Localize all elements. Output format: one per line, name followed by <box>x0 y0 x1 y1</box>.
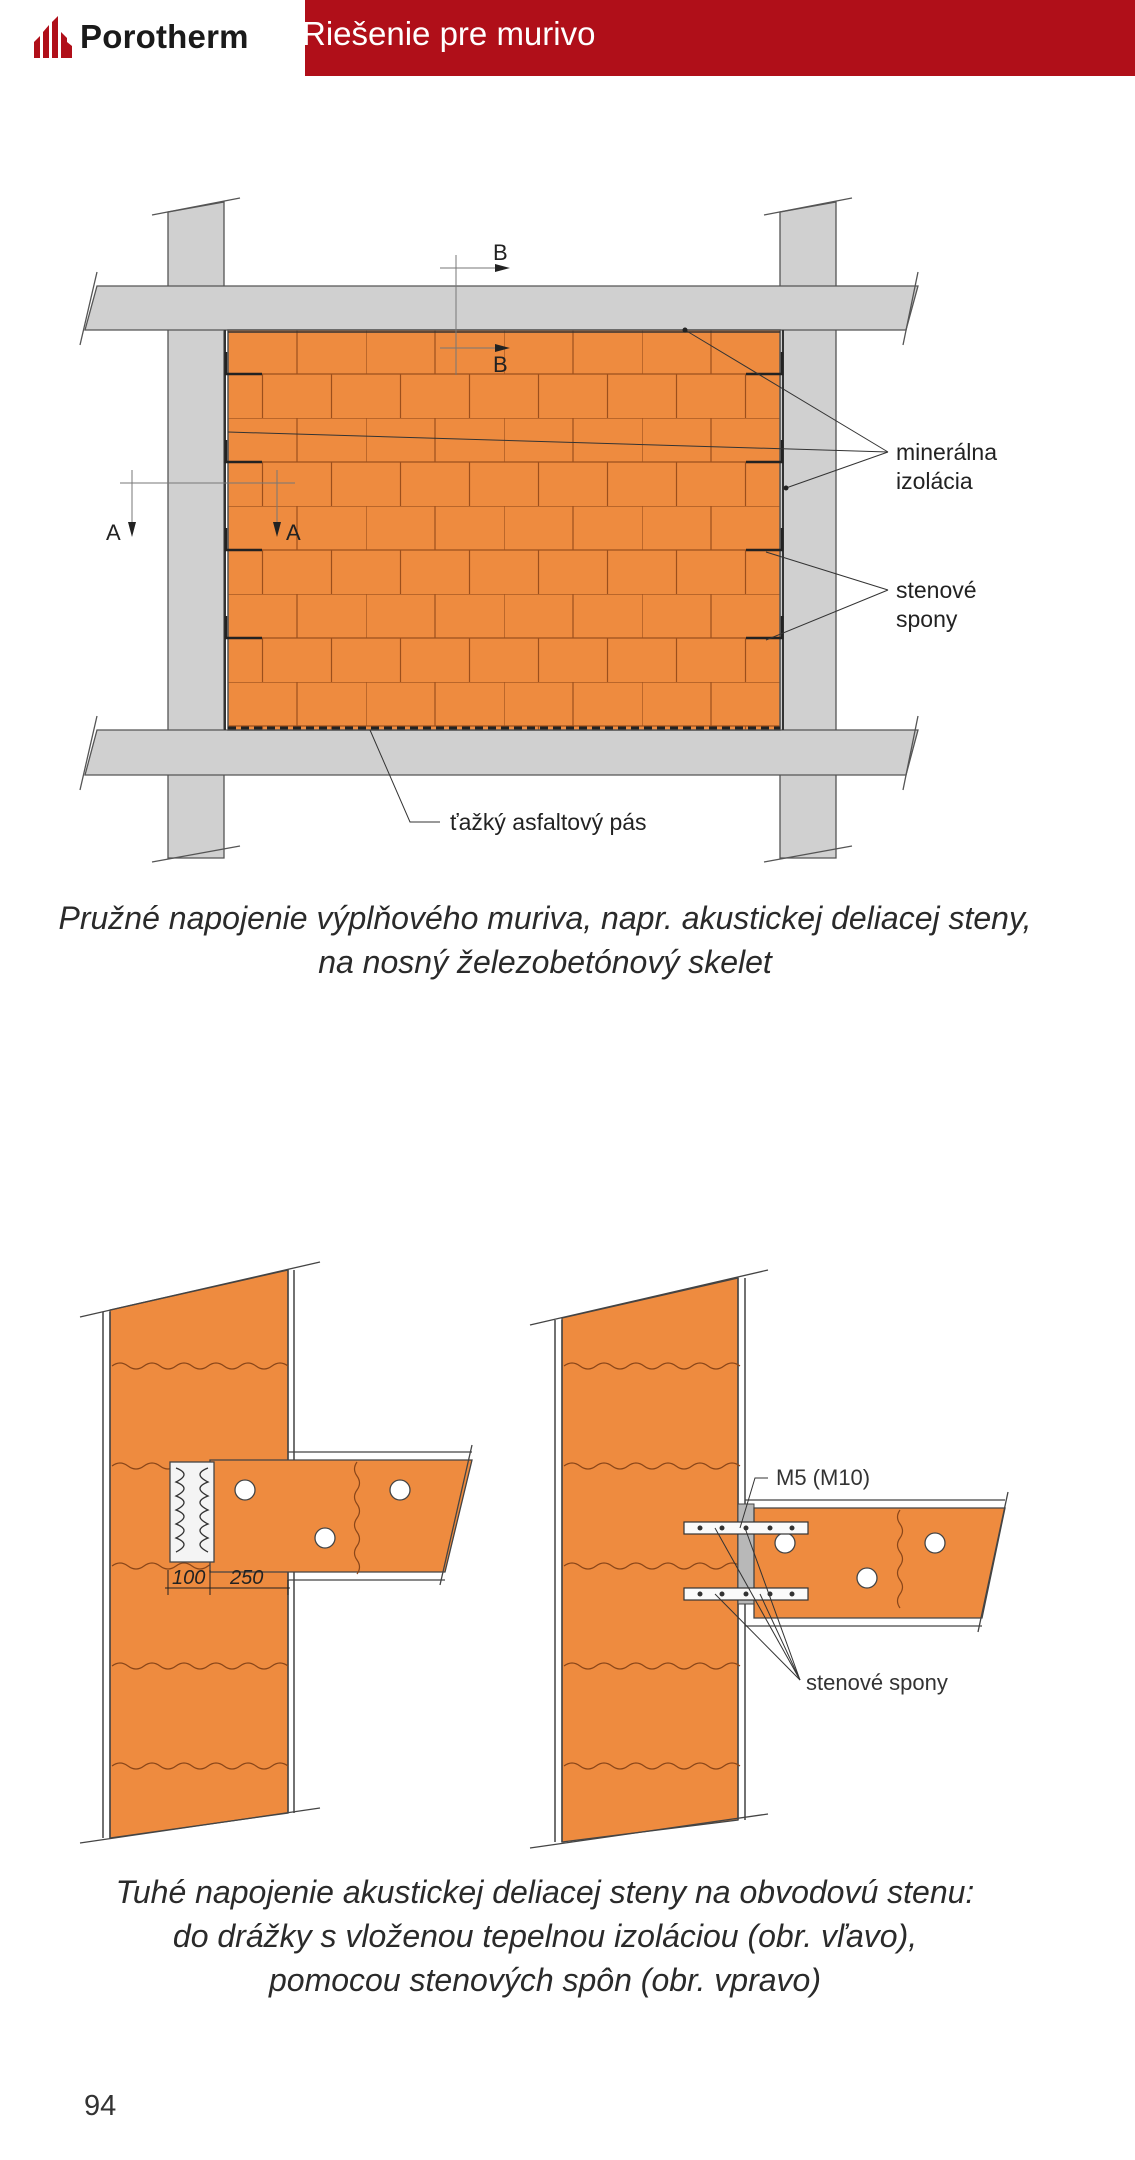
wall-tie-lower-icon <box>684 1588 808 1600</box>
label-mineral-insulation-line2: izolácia <box>896 468 973 494</box>
dimension-100: 100 <box>172 1567 206 1589</box>
section-label-b-top: B <box>493 240 508 265</box>
section-label-a-right: A <box>286 520 301 545</box>
flexible-connection-diagram <box>0 0 1135 900</box>
caption-line-1: Tuhé napojenie akustickej deliacej steny na obvodovú stenu: <box>115 1874 975 1910</box>
caption-rigid-connection <box>0 1870 1090 2002</box>
dimension-250: 250 <box>230 1567 264 1589</box>
header-title: Riešenie pre murivo <box>302 15 596 52</box>
caption-line-2: do drážky s vloženou tepelnou izoláciou (obr. vľavo), <box>172 1918 918 1954</box>
label-wall-ties-line1: stenové <box>896 577 977 603</box>
section-label-b-bottom: B <box>493 352 508 377</box>
caption-flexible-connection <box>0 896 1090 984</box>
caption-line-2: na nosný železobetónový skelet <box>318 944 772 980</box>
label-mineral-insulation-line1: minerálna <box>896 439 997 465</box>
label-asphalt-strip: ťažký asfaltový pás <box>450 809 647 835</box>
left-figure-groove-insulation <box>80 1262 472 1860</box>
thermal-insulation-icon <box>170 1462 214 1562</box>
page-number: 94 <box>84 2090 117 2122</box>
caption-line-3: pomocou stenových spôn (obr. vpravo) <box>269 1962 821 1998</box>
brand-name: Porotherm <box>80 18 249 55</box>
label-wall-ties: stenové spony <box>806 1670 948 1695</box>
caption-line-1: Pružné napojenie výplňového muriva, napr. akustickej deliacej steny, <box>58 900 1032 936</box>
rigid-connection-diagram <box>0 1240 1135 1860</box>
section-label-a-left: A <box>106 520 121 545</box>
label-wall-ties-line2: spony <box>896 606 958 632</box>
infill-brick-wall <box>228 330 780 730</box>
label-m5-m10: M5 (M10) <box>776 1465 871 1490</box>
right-figure-wall-ties <box>530 1270 1008 1848</box>
